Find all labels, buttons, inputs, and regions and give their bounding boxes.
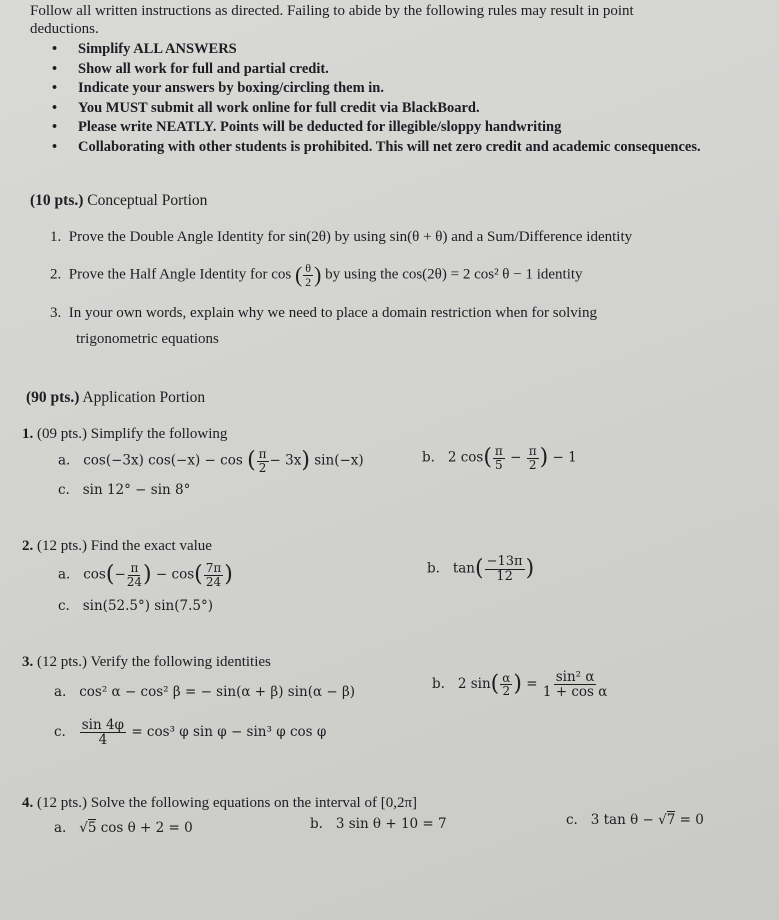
application-header: (90 pts.) Application Portion bbox=[26, 389, 206, 406]
rule-item: • Please write NEATLY. Points will be deducted for illegible/sloppy handwriting bbox=[52, 118, 748, 138]
problem-4b: b. 3 sin θ + 10 = 7 bbox=[310, 816, 447, 832]
conceptual-q1: 1. Prove the Double Angle Identity for sin(2θ) by using sin(θ + θ) and a Sum/Difference identity bbox=[50, 229, 633, 245]
conceptual-q3-cont: trigonometric equations bbox=[76, 331, 219, 347]
bullet-icon: • bbox=[52, 119, 58, 135]
rule-item: • Simplify ALL ANSWERS bbox=[52, 40, 748, 60]
rule-item: • Indicate your answers by boxing/circling them in. bbox=[52, 79, 748, 99]
rule-item: • Show all work for full and partial credit. bbox=[52, 60, 748, 80]
problem-4-title: 4. (12 pts.) Solve the following equations on the interval of [0,2π] bbox=[22, 795, 418, 811]
problem-3b: b. 2 sin( $\frac{\alpha}{2}$ ) = $\frac{\text{sin² α}}{\text{1 + cos α}}$ bbox=[432, 669, 608, 701]
problem-3a: a. cos² α − cos² β = − sin(α + β) sin(α − β) bbox=[54, 684, 356, 700]
problem-4c: c. 3 tan θ − √7 = 0 bbox=[566, 812, 704, 828]
problem-4a: a. √5 cos θ + 2 = 0 bbox=[54, 820, 193, 836]
bullet-icon: • bbox=[52, 41, 58, 57]
problem-1-title: 1. (09 pts.) Simplify the following bbox=[22, 426, 228, 442]
rule-item: • You MUST submit all work online for full credit via BlackBoard. bbox=[52, 99, 748, 119]
instructions-intro-cont: deductions. bbox=[30, 21, 99, 37]
conceptual-q2: 2. Prove the Half Angle Identity for cos ( $\frac{\theta}{2}$ ) by using the cos(2θ) = 2 cos² θ − 1 identity bbox=[50, 261, 583, 289]
problem-1c: c. sin 12° − sin 8° bbox=[58, 482, 191, 498]
problem-1a: a. cos(−3x) cos(−x) − cos ( $\frac{\pi}{2}$ − 3x) sin(−x) bbox=[58, 447, 364, 475]
bullet-icon: • bbox=[52, 138, 58, 155]
problem-2a: a. cos(− $\frac{\pi}{24}$ ) − cos( $\frac{7\pi}{24}$ ) bbox=[58, 561, 233, 589]
problem-2b: b. tan( $\frac{-13\pi}{12}$ ) bbox=[427, 554, 535, 584]
problem-3c: c. $\frac{\sin 4\varphi}{4}$ = cos³ φ sin φ − sin³ φ cos φ bbox=[54, 717, 327, 749]
problem-1b: b. 2 cos( $\frac{\pi}{5}$ − $\frac{\pi}{2}$ ) − 1 bbox=[422, 444, 577, 472]
bullet-icon: • bbox=[52, 80, 58, 96]
instructions-intro: Follow all written instructions as directed. Failing to abide by the following rules may result in point bbox=[30, 3, 634, 19]
problem-3-title: 3. (12 pts.) Verify the following identities bbox=[22, 654, 271, 670]
problem-2-title: 2. (12 pts.) Find the exact value bbox=[22, 538, 212, 554]
conceptual-q3: 3. In your own words, explain why we need to place a domain restriction when for solving bbox=[50, 305, 597, 321]
bullet-icon: • bbox=[52, 60, 58, 77]
rule-item: • Collaborating with other students is prohibited. This will net zero credit and academic consequences. bbox=[52, 138, 748, 158]
bullet-icon: • bbox=[52, 99, 58, 116]
problem-2c: c. sin(52.5°) sin(7.5°) bbox=[58, 598, 214, 614]
conceptual-header: (10 pts.) Conceptual Portion bbox=[30, 192, 208, 209]
rules-list bbox=[52, 40, 748, 157]
